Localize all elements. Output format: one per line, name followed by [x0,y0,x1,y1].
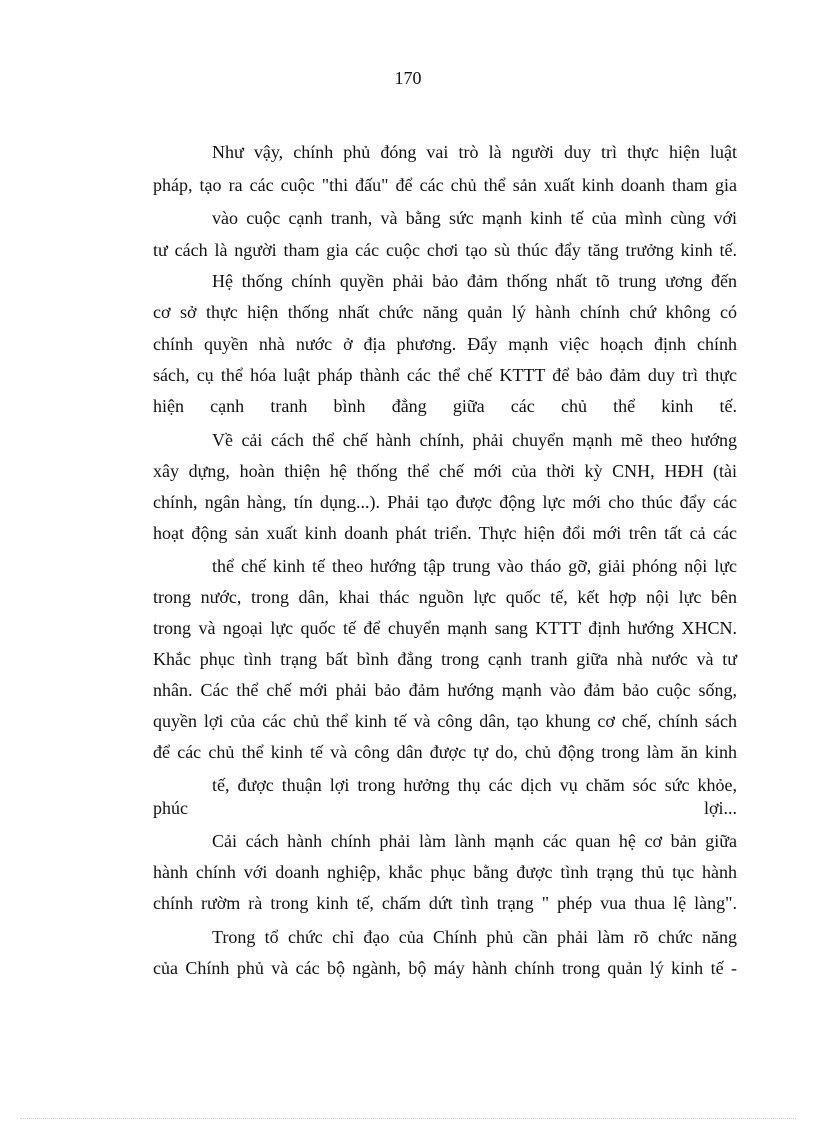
text-line: sách, cụ thể hóa luật pháp thành các thể chế KTTT để bảo đảm duy trì thực [153,365,737,385]
text-line: vào cuộc cạnh tranh, và bằng sức mạnh kinh tế của mình cùng với [212,208,737,228]
text-line: Như vậy, chính phủ đóng vai trò là người duy trì thực hiện luật [212,142,737,162]
text-line: trong nước, trong dân, khai thác nguồn lực quốc tế, kết hợp nội lực bên [153,587,737,607]
text-line: thể chế kinh tế theo hướng tập trung vào tháo gỡ, giải phóng nội lực [212,556,737,576]
text-line: cơ sở thực hiện thống nhất chức năng quản lý hành chính chứ không có [153,302,737,322]
text-line: hành chính với doanh nghiệp, khắc phục bằng được tình trạng thủ tục hành [153,862,737,882]
page-bottom-rule [20,1118,796,1119]
text-line: phúc lợi... [153,798,737,818]
text-line: để các chủ thể kinh tế và công dân được tự do, chủ động trong làm ăn kinh [153,742,737,762]
text-line: pháp, tạo ra các cuộc "thi đấu" để các chủ thể sản xuất kinh doanh tham gia [153,175,737,195]
text-line: chính rườm rà trong kinh tế, chấm dứt tình trạng " phép vua thua lệ làng". [153,893,737,913]
text-line: hoạt động sản xuất kinh doanh phát triển. Thực hiện đổi mới trên tất cả các [153,523,737,543]
text-line: Về cải cách thể chế hành chính, phải chuyển mạnh mẽ theo hướng [212,430,737,450]
text-line: quyền lợi của các chủ thể kinh tế và công dân, tạo khung cơ chế, chính sách [153,711,737,731]
text-line: tư cách là người tham gia các cuộc chơi tạo sù thúc đẩy tăng trưởng kinh tế. [153,240,737,260]
text-line: Khắc phục tình trạng bất bình đẳng trong cạnh tranh giữa nhà nước và tư [153,649,737,669]
text-line: của Chính phủ và các bộ ngành, bộ máy hành chính trong quản lý kinh tế - [153,958,737,978]
page-number: 170 [394,68,422,88]
text-line: tế, được thuận lợi trong hưởng thụ các dịch vụ chăm sóc sức khỏe, [212,775,737,795]
text-line: xây dựng, hoàn thiện hệ thống thể chế mới của thời kỳ CNH, HĐH (tài [153,461,737,481]
text-line: nhân. Các thể chế mới phải bảo đảm hướng mạnh vào đảm bảo cuộc sống, [153,680,737,700]
text-line: Hệ thống chính quyền phải bảo đảm thống nhất tõ trung ương đến [212,271,737,291]
text-line: chính, ngân hàng, tín dụng...). Phải tạo được động lực mới cho thúc đẩy các [153,492,737,512]
text-line: hiện cạnh tranh bình đẳng giữa các chủ thể kinh tế. [153,396,737,416]
text-line: chính quyền nhà nước ở địa phương. Đẩy mạnh việc hoạch định chính [153,334,737,354]
text-line: Cải cách hành chính phải làm lành mạnh các quan hệ cơ bản giữa [212,831,737,851]
text-line: trong và ngoại lực quốc tế để chuyển mạnh sang KTTT định hướng XHCN. [153,618,737,638]
text-line: Trong tổ chức chỉ đạo của Chính phủ cần phải làm rõ chức năng [212,927,737,947]
